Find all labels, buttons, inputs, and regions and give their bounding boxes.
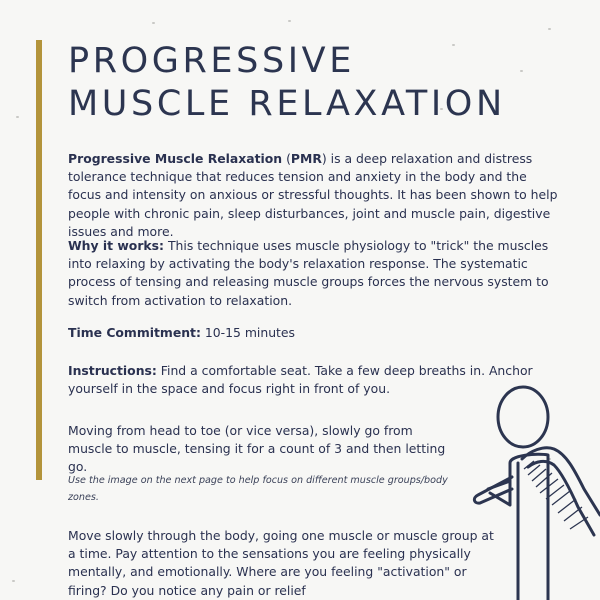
pmr-term: Progressive Muscle Relaxation <box>68 151 283 166</box>
figure-shoulder-outline <box>522 448 600 515</box>
instructions-text: Find a comfortable seat. Take a few deep breaths in. Anchor yourself in the space and focus right in front of you. <box>68 363 533 397</box>
why-it-works-paragraph <box>68 237 558 310</box>
pmr-abbreviation: PMR <box>290 151 322 166</box>
page-title <box>68 40 506 126</box>
speck <box>12 580 15 582</box>
title-line-1: PROGRESSIVE <box>68 41 355 81</box>
speck <box>152 22 155 24</box>
move-slowly-paragraph: Move slowly through the body, going one muscle or muscle group at a time. Pay attention to the sensations you are feeling physically mentally, and emotionally. Where are you feeling "activation" or firing? Do you notice any pain or relief <box>68 528 494 598</box>
gold-accent-bar <box>36 40 42 480</box>
why-it-works-text: This technique uses muscle physiology to "trick" the muscles into relaxing by activating the body's relaxation response. The systematic process of tensing and releasing muscle groups forces the nervous system to switch from activation to relaxation. <box>68 238 549 308</box>
title-line-2: MUSCLE RELAXATION <box>68 84 506 124</box>
intro-paragraph <box>68 150 558 241</box>
time-commitment-value: 10-15 minutes <box>200 325 295 340</box>
speck <box>548 28 551 30</box>
speck <box>288 20 291 22</box>
time-commitment-paragraph <box>68 324 558 342</box>
why-it-works-label: Why it works: <box>68 238 165 253</box>
speck <box>16 116 19 118</box>
time-commitment-label: Time Commitment: <box>68 325 201 340</box>
instructions-label: Instructions: <box>68 363 157 378</box>
figure-muscle-highlight <box>524 461 588 529</box>
figure-head <box>498 387 548 447</box>
muscle-groups-note: Use the image on the next page to help focus on different muscle groups/body zones. <box>68 475 448 503</box>
moving-paragraph: Moving from head to toe (or vice versa), slowly go from muscle to muscle, tensing it for a count of 3 and then letting go. <box>68 423 446 475</box>
intro-text: ) is a deep relaxation and distress tolerance technique that reduces tension and anxiety in the body and the focus and intensity on anxious or stressful thoughts. It has been shown to help people with chronic pain, sleep disturbances, joint and muscle pain, digestive issues and more. <box>68 151 558 239</box>
speck <box>520 70 523 72</box>
intro-paren-open: ( <box>282 151 291 166</box>
person-outline-figure-icon <box>470 385 600 600</box>
figure-left-arm <box>474 477 512 503</box>
